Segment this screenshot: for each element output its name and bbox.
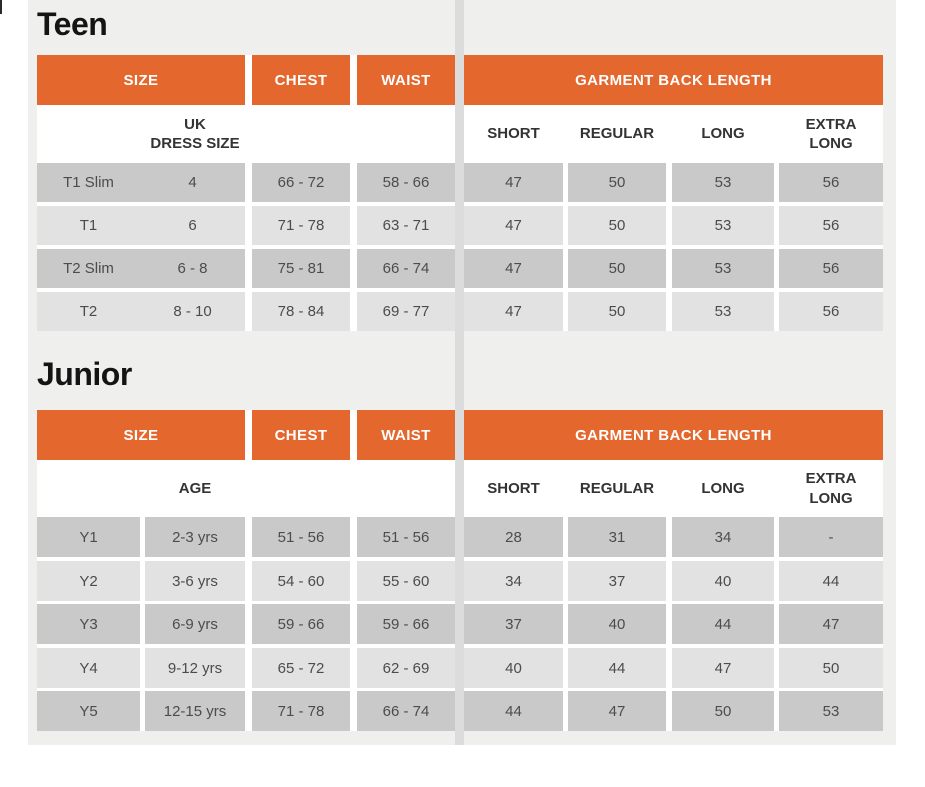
chest-cell: 66 - 72	[252, 163, 350, 202]
size-cell: Y5	[37, 691, 140, 731]
short-subheader: SHORT	[487, 479, 540, 497]
uk-dress-size-value: 8 - 10	[173, 303, 212, 320]
size-cell	[37, 206, 245, 245]
chest-cell: 59 - 66	[252, 604, 350, 644]
regular-cell: 50	[568, 249, 666, 288]
junior-row-y1	[37, 517, 883, 557]
junior-row-y3	[37, 604, 883, 644]
teen-row-t1	[37, 206, 883, 245]
extra-long-cell: 56	[779, 249, 883, 288]
short-cell: 44	[464, 691, 563, 731]
chest-cell: 75 - 81	[252, 249, 350, 288]
age-cell: 9-12 yrs	[145, 648, 245, 688]
regular-cell: 47	[568, 691, 666, 731]
waist-header: WAIST	[357, 410, 455, 460]
garment-back-length-header	[464, 410, 883, 460]
short-subheader: SHORT	[487, 125, 540, 143]
waist-cell: 66 - 74	[357, 249, 455, 288]
short-cell: 47	[464, 249, 563, 288]
regular-cell: 37	[568, 561, 666, 601]
extra-long-cell: -	[779, 517, 883, 557]
size-cell	[37, 249, 245, 288]
short-cell: 40	[464, 648, 563, 688]
long-cell: 40	[672, 561, 774, 601]
uk-line: UK	[184, 115, 206, 133]
short-cell: 47	[464, 292, 563, 331]
waist-cell: 63 - 71	[357, 206, 455, 245]
teen-heading: Teen	[37, 6, 108, 42]
screen-edge-artifact	[0, 0, 2, 14]
teen-subheader-row	[37, 105, 883, 163]
teen-row-t1-slim	[37, 163, 883, 202]
chest-cell: 65 - 72	[252, 648, 350, 688]
size-header: SIZE	[37, 55, 245, 105]
size-cell: Y2	[37, 561, 140, 601]
size-cell: Y1	[37, 517, 140, 557]
chest-header: CHEST	[252, 55, 350, 105]
age-cell: 12-15 yrs	[145, 691, 245, 731]
chest-cell: 71 - 78	[252, 206, 350, 245]
extra-long-cell: 44	[779, 561, 883, 601]
regular-subheader: REGULAR	[579, 479, 655, 497]
extra-long-subheader	[779, 460, 883, 517]
waist-header: WAIST	[357, 55, 455, 105]
teen-header-row	[37, 55, 883, 105]
long-subheader: LONG	[701, 479, 745, 497]
junior-row-y4	[37, 648, 883, 688]
long-cell: 53	[672, 163, 774, 202]
extra-long-cell: 56	[779, 292, 883, 331]
uk-dress-size-value: 4	[188, 174, 197, 191]
size-header: SIZE	[37, 410, 245, 460]
garment-back-length-header	[464, 55, 883, 105]
regular-cell: 50	[568, 292, 666, 331]
chest-cell: 54 - 60	[252, 561, 350, 601]
short-cell: 47	[464, 163, 563, 202]
extra-long-cell: 47	[779, 604, 883, 644]
age-subheader: AGE	[178, 479, 212, 497]
waist-cell: 59 - 66	[357, 604, 455, 644]
junior-row-y5	[37, 691, 883, 731]
long-cell: 50	[672, 691, 774, 731]
regular-cell: 40	[568, 604, 666, 644]
uk-dress-size-subheader	[145, 105, 245, 163]
size-cell	[37, 292, 245, 331]
chest-cell: 78 - 84	[252, 292, 350, 331]
waist-cell: 66 - 74	[357, 691, 455, 731]
uk-dress-size-value: 6	[188, 217, 197, 234]
garment-back-length-label: GARMENT BACK LENGTH	[575, 426, 772, 444]
waist-cell: 58 - 66	[357, 163, 455, 202]
long-subheader: LONG	[701, 125, 745, 143]
extra-long-cell: 50	[779, 648, 883, 688]
short-cell: 34	[464, 561, 563, 601]
long-cell: 53	[672, 249, 774, 288]
waist-cell: 62 - 69	[357, 648, 455, 688]
garment-back-length-label: GARMENT BACK LENGTH	[575, 71, 772, 89]
extra-long-cell: 53	[779, 691, 883, 731]
long-cell: 44	[672, 604, 774, 644]
waist-cell: 69 - 77	[357, 292, 455, 331]
junior-subheader-row	[37, 460, 883, 517]
regular-subheader: REGULAR	[579, 125, 655, 143]
extra-long-subheader	[779, 105, 883, 163]
age-cell: 6-9 yrs	[145, 604, 245, 644]
regular-cell: 50	[568, 163, 666, 202]
size-code: T1 Slim	[63, 174, 114, 191]
long-cell: 47	[672, 648, 774, 688]
extra-long-cell: 56	[779, 163, 883, 202]
age-cell: 2-3 yrs	[145, 517, 245, 557]
size-cell: Y4	[37, 648, 140, 688]
junior-header-row	[37, 410, 883, 460]
junior-heading: Junior	[37, 356, 132, 392]
teen-row-t2	[37, 292, 883, 331]
extra-long-cell: 56	[779, 206, 883, 245]
junior-row-y2	[37, 561, 883, 601]
regular-cell: 50	[568, 206, 666, 245]
extra-long-label: EXTRA LONG	[805, 115, 857, 152]
long-cell: 53	[672, 206, 774, 245]
long-cell: 34	[672, 517, 774, 557]
uk-dress-size-value: 6 - 8	[177, 260, 208, 277]
chest-header: CHEST	[252, 410, 350, 460]
regular-cell: 31	[568, 517, 666, 557]
short-cell: 37	[464, 604, 563, 644]
short-cell: 28	[464, 517, 563, 557]
long-cell: 53	[672, 292, 774, 331]
age-cell: 3-6 yrs	[145, 561, 245, 601]
extra-long-label: EXTRA LONG	[805, 470, 857, 507]
waist-cell: 55 - 60	[357, 561, 455, 601]
chest-cell: 51 - 56	[252, 517, 350, 557]
waist-cell: 51 - 56	[357, 517, 455, 557]
chest-cell: 71 - 78	[252, 691, 350, 731]
size-cell	[37, 163, 245, 202]
size-cell: Y3	[37, 604, 140, 644]
dress-size-line: DRESS SIZE	[150, 135, 240, 152]
teen-row-t2-slim	[37, 249, 883, 288]
size-code: T1	[79, 217, 98, 234]
short-cell: 47	[464, 206, 563, 245]
regular-cell: 44	[568, 648, 666, 688]
size-code: T2 Slim	[63, 260, 114, 277]
size-code: T2	[79, 303, 98, 320]
